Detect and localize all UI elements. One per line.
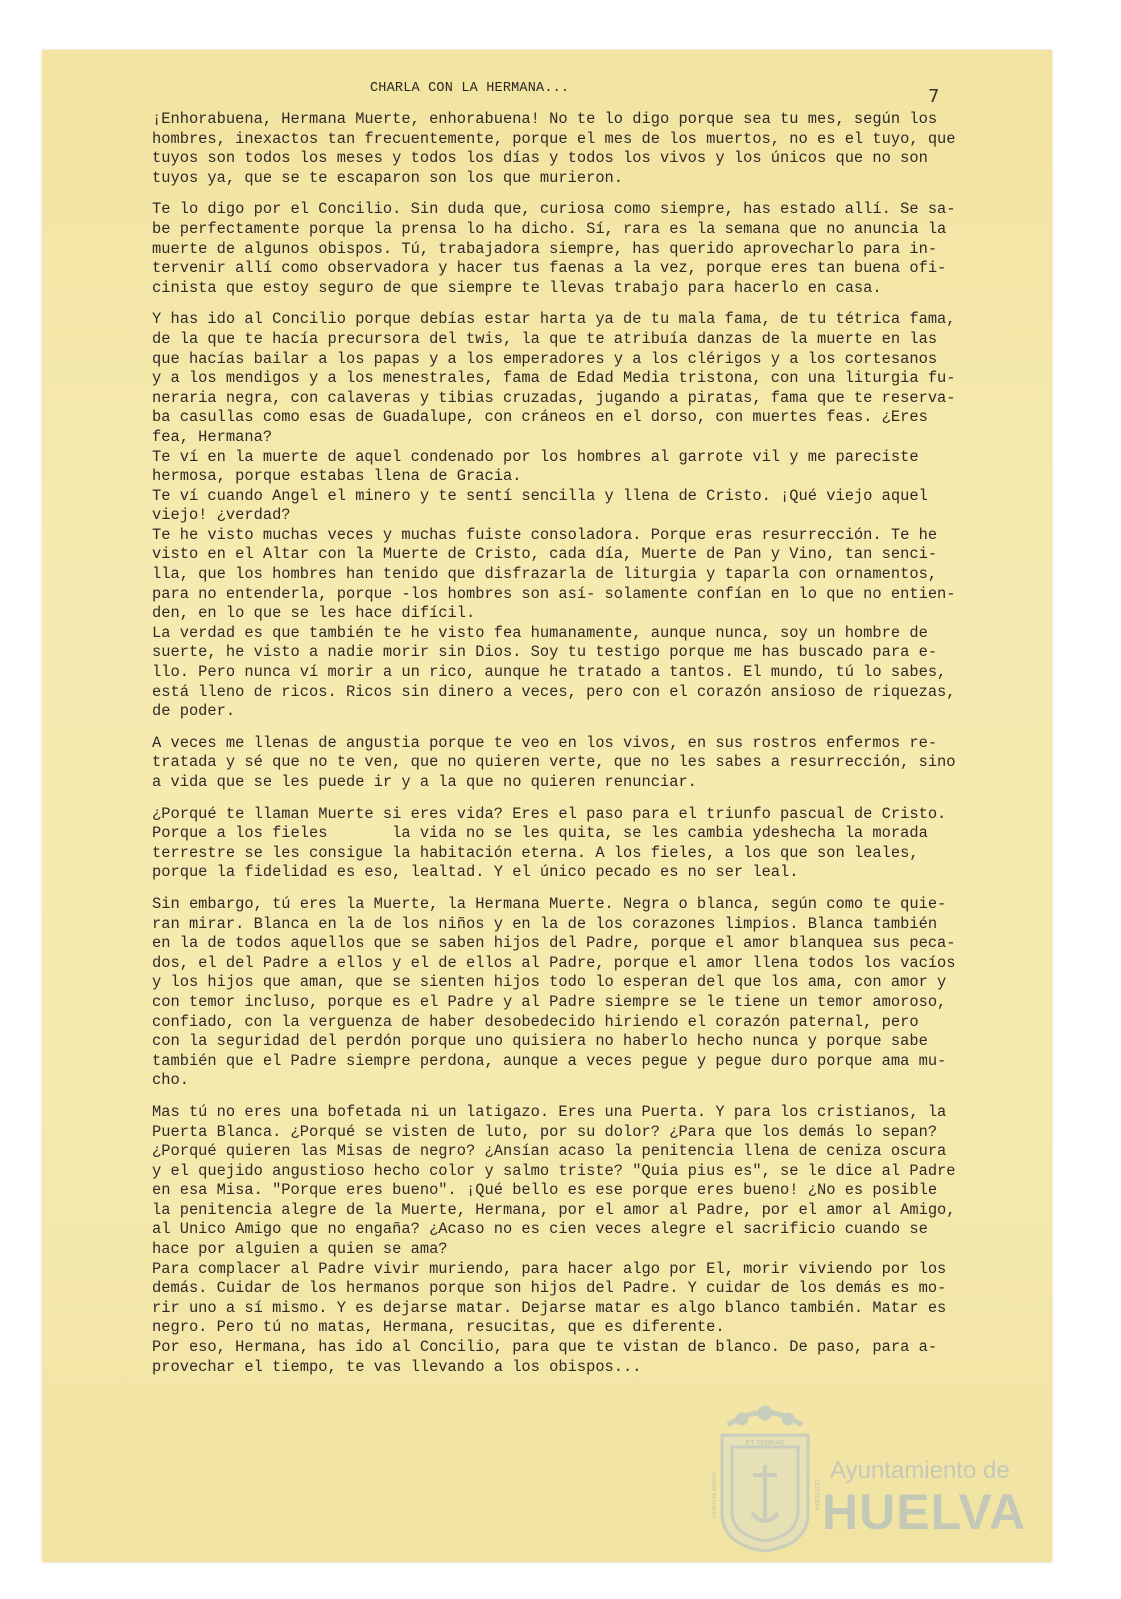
watermark-label: Ayuntamiento de [830,1457,1010,1484]
text-line: La verdad es que también te he visto fea humanamente, aunque nunca, soy un hombre de [152,623,928,642]
text-line: llo. Pero nunca ví morir a un rico, aunque he tratado a tantos. El mundo, tú lo sabes, [152,663,947,682]
text-line: lla, que los hombres han tenido que disfrazarla de liturgia y taparla con ornamentos, [152,565,938,584]
text-line: también que el Padre siempre perdona, aunque a veces pegue y pegue duro porque ama mu- [152,1051,947,1070]
text-line: visto en el Altar con la Muerte de Cristo, cada día, Muerte de Pan y Vino, tan senci- [152,545,938,564]
text-line: en la de todos aquellos que se saben hijos del Padre, porque el amor blanquea sus peca- [152,934,956,953]
text-line: tuyos ya, que se te escaparon son los que murieron. [152,168,624,187]
svg-text:ET TERRAE: ET TERRAE [745,1440,785,1447]
text-line: Te he visto muchas veces y muchas fuiste consoladora. Porque eras resurrección. Te he [152,525,938,544]
paragraph-gap [152,883,1012,895]
text-line: Sin embargo, tú eres la Muerte, la Hermana Muerte. Negra o blanca, según como te quie- [152,894,947,913]
text-line: hace por alguien a quien se ama? [152,1240,448,1259]
text-line: hermosa, porque estabas llena de Gracia. [152,467,522,486]
text-line: negro. Pero tú no matas, Hermana, resucitas, que es diferente. [152,1318,725,1337]
text-line: terrestre se les consigue la habitación eterna. A los fieles, a los que son leales, [152,843,919,862]
watermark-city: HUELVA [822,1484,1027,1540]
text-line: confiado, con la verguenza de haber desobedecido hiriendo el corazón paternal, pero [152,1012,919,1031]
paragraph-gap [152,298,1012,310]
city-seal-icon [708,1395,823,1555]
text-line: fea, Hermana? [152,427,273,446]
text-line: viejo! ¿verdad? [152,506,291,525]
text-line: ¡Enhorabuena, Hermana Muerte, enhorabuena! No te lo digo porque sea tu mes, según los [152,110,938,128]
text-line: de poder. [152,702,236,721]
paragraph-gap [152,722,1012,734]
text-line: ¿Porqué te llaman Muerte si eres vida? Eres el paso para el triunfo pascual de Cristo. [152,804,947,823]
text-line: Por eso, Hermana, has ido al Concilio, para que te vistan de blanco. De paso, para a- [152,1338,938,1357]
text-line: ba casullas como esas de Guadalupe, con cráneos en el dorso, con muertes feas. ¿Eres [152,408,928,427]
text-line: que hacías bailar a los papas y a los emperadores y a los clérigos y a los cortesanos [152,349,938,368]
svg-text:PORTUS MARIS: PORTUS MARIS [712,1472,718,1518]
text-line: Para complacer al Padre vivir muriendo, para hacer algo por El, morir viviendo por los [152,1259,947,1278]
text-line: con temor incluso, porque es el Padre y al Padre siempre se le tiene un temor amoroso, [152,992,947,1011]
document-body [152,110,1012,1377]
text-line: tervenir allí como observadora y hacer tus faenas a la vez, porque eres tan buena ofi- [152,259,947,278]
text-line: neraria negra, con calaveras y tibias cruzadas, jugando a piratas, fama que te reserva- [152,388,956,407]
paragraph-gap [152,793,1012,805]
text-line: demás. Cuidar de los hermanos porque son hijos del Padre. Y cuidar de los demás es mo- [152,1279,947,1298]
text-line: y a los mendigos y a los menestrales, fama de Edad Media tristona, con una liturgia fu- [152,369,956,388]
text-line: muerte de algunos obispos. Tú, trabajadora siempre, has querido aprovecharlo para in- [152,239,938,258]
text-line: Puerta Blanca. ¿Porqué se visten de luto, por su dolor? ¿Para que los demás lo sepan? [152,1122,938,1141]
text-line: suerte, he visto a nadie morir sin Dios. Soy tu testigo porque me has buscado para e- [152,643,938,662]
svg-text:CUSTODIA: CUSTODIA [813,1479,819,1511]
text-line: rir uno a sí mismo. Y es dejarse matar. Dejarse matar es algo blanco también. Matar es [152,1298,947,1317]
text-line: con la seguridad del perdón porque uno quisiera no haberlo hecho nunca y porque sabe [152,1032,928,1051]
text-line: Y has ido al Concilio porque debías estar harta ya de tu mala fama, de tu tétrica fama, [152,310,956,329]
text-line: A veces me llenas de angustia porque te veo en los vivos, en sus rostros enfermos re- [152,733,938,752]
text-line: Mas tú no eres una bofetada ni un latigazo. Eres una Puerta. Y para los cristianos, la [152,1102,947,1121]
text-line: en esa Misa. "Porque eres bueno". ¡Qué bello es ese porque eres bueno! ¿No es posible [152,1181,938,1200]
text-line: provechar el tiempo, te vas llevando a los obispos... [152,1357,642,1376]
text-line: para no entenderla, porque -los hombres son así- solamente confían en lo que no entien- [152,584,956,603]
text-line: y los hijos que aman, que se sienten hijos todo lo esperan del que los ama, con amor y [152,973,947,992]
text-line: Te lo digo por el Concilio. Sin duda que, curiosa como siempre, has estado allí. Se sa- [152,200,956,219]
text-line: ran mirar. Blanca en la de los niños y en la de los corazones limpios. Blanca también [152,914,938,933]
text-line: al Unico Amigo que no engaña? ¿Acaso no es cien veces alegre el sacrificio cuando se [152,1220,928,1239]
text-line: be perfectamente porque la prensa lo ha dicho. Sí, rara es la semana que no anuncia la [152,219,947,238]
ayuntamiento-watermark [690,1395,1040,1560]
text-line: la penitencia alegre de la Muerte, Hermana, por el amor al Padre, por el amor al Amigo, [152,1200,956,1219]
text-line: está lleno de ricos. Ricos sin dinero a veces, pero con el corazón ansioso de riquezas, [152,682,956,701]
text-line: porque la fidelidad es eso, lealtad. Y el único pecado es no ser leal. [152,863,799,882]
text-line: de la que te hacía precursora del twis, la que te atribuía danzas de la muerte en las [152,329,938,348]
text-line: ¿Porqué quieren las Misas de negro? ¿Ansían acaso la penitencia llena de ceniza oscura [152,1142,947,1161]
text-line: cho. [152,1071,189,1090]
document-title: CHARLA CON LA HERMANA... [370,81,570,96]
text-line: den, en lo que se les hace difícil. [152,604,476,623]
paragraph-gap [152,188,1012,200]
text-line: Te ví en la muerte de aquel condenado por los hombres al garrote vil y me pareciste [152,447,919,466]
text-line: a vida que se les puede ir y a la que no quieren renunciar. [152,773,697,791]
page-number: 7 [928,86,940,107]
text-line: y el quejido angustioso hecho color y salmo triste? "Quia pius es", se le dice al Padre [152,1161,956,1180]
paragraph-gap [152,1091,1012,1103]
text-line: dos, el del Padre a ellos y el de ellos al Padre, porque el amor llena todos los vacíos [152,953,956,972]
text-line: tuyos son todos los meses y todos los días y todos los vivos y los únicos que no son [152,149,928,168]
text-line: hombres, inexactos tan frecuentemente, porque el mes de los muertos, no es el tuyo, que [152,129,956,148]
text-line: Porque a los fieles la vida no se les quita, se les cambia ydeshecha la morada [152,824,928,843]
text-line: cinista que estoy seguro de que siempre te llevas trabajo para hacerlo en casa. [152,278,882,297]
text-line: tratada y sé que no te ven, que no quieren verte, que no les sabes a resurrección, sino [152,753,956,772]
text-line: Te ví cuando Angel el minero y te sentí sencilla y llena de Cristo. ¡Qué viejo aquel [152,486,928,505]
